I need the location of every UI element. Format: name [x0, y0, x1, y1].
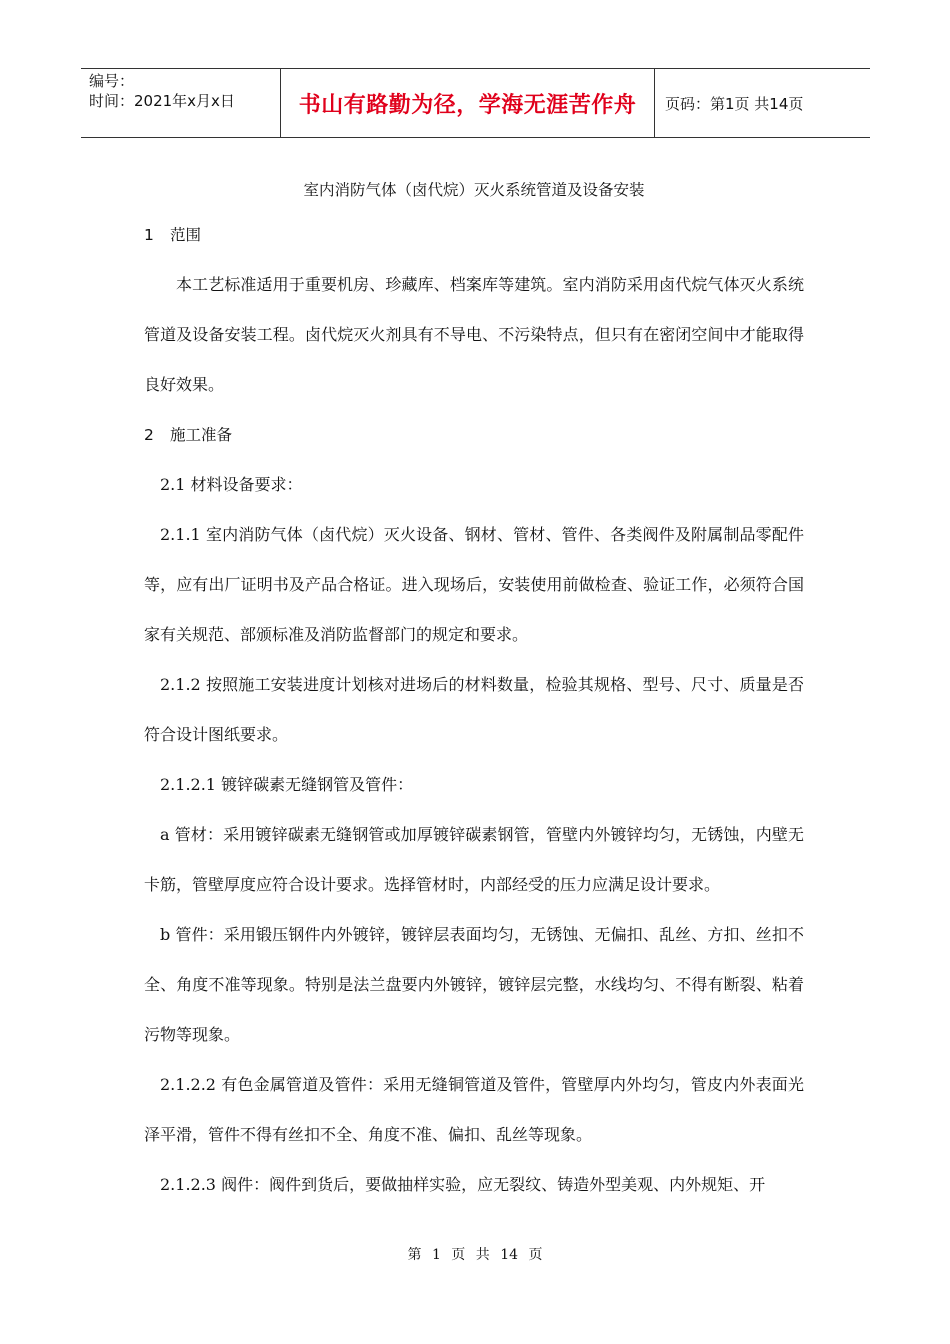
code-label: 编号：	[89, 72, 135, 90]
paragraph-pipe-material: a 管材：采用镀锌碳素无缝钢管或加厚镀锌碳素钢管，管壁内外镀锌均匀，无锈蚀，内壁无卡筋，管壁厚度应符合设计要求。选择管材时，内部经受的压力应满足设计要求。	[144, 825, 804, 894]
section-1-heading	[144, 210, 804, 260]
time-label: 时间：2021年x月x日	[89, 92, 235, 110]
paragraph-pipe-fittings: b 管件：采用锻压钢件内外镀锌，镀锌层表面均匀，无锈蚀、无偏扣、乱丝、方扣、丝扣不全、角度不准等现象。特别是法兰盘要内外镀锌，镀锌层完整，水线均匀、不得有断裂、粘着污物等现象。	[144, 925, 804, 1044]
page-header	[81, 68, 870, 138]
document-title: 室内消防气体（卤代烷）灭火系统管道及设备安装	[303, 181, 645, 199]
header-page-info: 页码：第1页 共14页	[665, 94, 804, 113]
section-2-title: 施工准备	[170, 426, 233, 444]
paragraph-2-1-2-3: 2.1.2.3 阀件：阀件到货后，要做抽样实验，应无裂纹、铸造外型美观、内外规矩、开	[160, 1175, 766, 1194]
header-meta	[81, 69, 281, 137]
paragraph-2-1-2-2: 2.1.2.2 有色金属管道及管件：采用无缝铜管道及管件，管壁厚内外均匀，管皮内外表面光泽平滑，管件不得有丝扣不全、角度不准、偏扣、乱丝等现象。	[144, 1075, 804, 1144]
paragraph-2-1-1: 2.1.1 室内消防气体（卤代烷）灭火设备、钢材、管材、管件、各类阀件及附属制品零配件等，应有出厂证明书及产品合格证。进入现场后，安装使用前做检查、验证工作，必须符合国家有关规范、部颁标准及消防监督部门的规定和要求。	[144, 525, 804, 644]
header-motto: 书山有路勤为径，学海无涯苦作舟	[281, 69, 655, 137]
section-2-number: 2	[144, 426, 154, 444]
paragraph-scope: 本工艺标准适用于重要机房、珍藏库、档案库等建筑。室内消防采用卤代烷气体灭火系统管道及设备安装工程。卤代烷灭火剂具有不导电、不污染特点，但只有在密闭空间中才能取得良好效果。	[144, 275, 804, 394]
subsection-2-1: 2.1 材料设备要求：	[160, 475, 303, 494]
document-body	[144, 160, 804, 1210]
paragraph-2-1-2: 2.1.2 按照施工安装进度计划核对进场后的材料数量，检验其规格、型号、尺寸、质量是否符合设计图纸要求。	[144, 675, 804, 744]
page-footer: 第 1 页 共 14 页	[407, 1247, 543, 1263]
section-1-number: 1	[144, 226, 154, 244]
section-2-heading	[144, 410, 804, 460]
section-1-title: 范围	[170, 226, 202, 244]
subsection-2-1-2-1: 2.1.2.1 镀锌碳素无缝钢管及管件：	[160, 775, 414, 794]
